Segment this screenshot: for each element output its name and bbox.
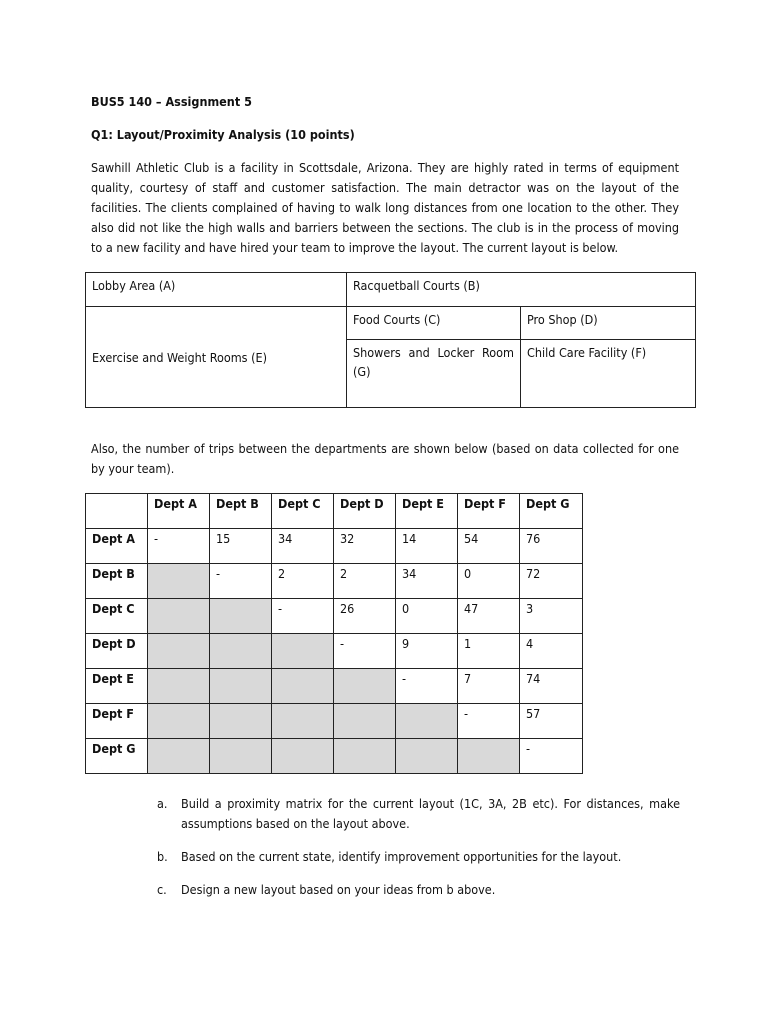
table-cell xyxy=(210,669,272,704)
task-marker: c. xyxy=(157,882,167,897)
trips-header-row xyxy=(86,494,583,529)
layout-cell-showers: Showers and Locker Room (G) xyxy=(347,340,521,408)
table-cell xyxy=(210,704,272,739)
table-cell: 9 xyxy=(396,634,458,669)
table-cell xyxy=(210,634,272,669)
table-cell xyxy=(148,739,210,774)
table-row xyxy=(86,704,583,739)
table-row xyxy=(86,599,583,634)
table-cell xyxy=(334,669,396,704)
row-header: Dept A xyxy=(86,529,148,564)
table-cell xyxy=(272,739,334,774)
table-cell: 34 xyxy=(272,529,334,564)
table-cell xyxy=(148,669,210,704)
table-cell xyxy=(272,704,334,739)
table-cell: 32 xyxy=(334,529,396,564)
row-header: Dept D xyxy=(86,634,148,669)
task-text: Design a new layout based on your ideas from b above. xyxy=(181,882,496,897)
task-item-a xyxy=(157,794,680,834)
table-cell: 34 xyxy=(396,564,458,599)
table-cell xyxy=(148,564,210,599)
table-cell: 3 xyxy=(520,599,583,634)
table-cell: 57 xyxy=(520,704,583,739)
column-header: Dept D xyxy=(334,494,396,529)
table-cell xyxy=(396,704,458,739)
table-row xyxy=(86,529,583,564)
table-row xyxy=(86,634,583,669)
table-cell xyxy=(396,739,458,774)
task-text: Based on the current state, identify improvement opportunities for the layout. xyxy=(181,849,622,864)
table-cell: - xyxy=(396,669,458,704)
table-cell: 1 xyxy=(458,634,520,669)
table-cell xyxy=(334,739,396,774)
table-cell: - xyxy=(210,564,272,599)
table-cell: 4 xyxy=(520,634,583,669)
table-cell: 26 xyxy=(334,599,396,634)
table-cell: 0 xyxy=(458,564,520,599)
table-cell: 15 xyxy=(210,529,272,564)
question-title: Q1: Layout/Proximity Analysis (10 points) xyxy=(91,127,355,142)
table-cell: - xyxy=(520,739,583,774)
row-header: Dept E xyxy=(86,669,148,704)
table-cell: 2 xyxy=(272,564,334,599)
table-cell: - xyxy=(148,529,210,564)
column-header: Dept A xyxy=(148,494,210,529)
layout-cell-proshop: Pro Shop (D) xyxy=(521,307,696,340)
table-cell: 76 xyxy=(520,529,583,564)
table-cell: 54 xyxy=(458,529,520,564)
task-text: Build a proximity matrix for the current layout (1C, 3A, 2B etc). For distances, make assumptions based on the layout above. xyxy=(181,796,680,831)
table-row xyxy=(86,564,583,599)
layout-cell-childcare: Child Care Facility (F) xyxy=(521,340,696,408)
column-header xyxy=(86,494,148,529)
current-layout-table xyxy=(85,272,696,408)
table-cell: - xyxy=(334,634,396,669)
intro-paragraph: Sawhill Athletic Club is a facility in Scottsdale, Arizona. They are highly rated in terms of equipment quality, courtesy of staff and customer satisfaction. The main detractor was on the layout of the facilities. The clients complained of having to walk long distances from one location to the other. They also did not like the high walls and barriers between the sections. The club is in the process of moving to a new facility and have hired your team to improve the layout. The current layout is below. xyxy=(91,160,679,255)
row-header: Dept B xyxy=(86,564,148,599)
layout-cell-exercise: Exercise and Weight Rooms (E) xyxy=(86,307,347,408)
layout-cell-racquetball: Racquetball Courts (B) xyxy=(347,273,696,307)
layout-cell-lobby: Lobby Area (A) xyxy=(86,273,347,307)
table-cell xyxy=(148,704,210,739)
column-header: Dept C xyxy=(272,494,334,529)
column-header: Dept E xyxy=(396,494,458,529)
table-cell: - xyxy=(272,599,334,634)
table-row xyxy=(86,739,583,774)
table-cell xyxy=(272,669,334,704)
table-cell: 7 xyxy=(458,669,520,704)
trips-table xyxy=(85,493,583,774)
row-header: Dept F xyxy=(86,704,148,739)
table-cell xyxy=(210,599,272,634)
table-cell: 74 xyxy=(520,669,583,704)
task-item-c xyxy=(157,880,680,900)
table-cell xyxy=(272,634,334,669)
task-item-b xyxy=(157,847,680,867)
column-header: Dept F xyxy=(458,494,520,529)
table-cell: 0 xyxy=(396,599,458,634)
table-cell xyxy=(210,739,272,774)
layout-cell-food: Food Courts (C) xyxy=(347,307,521,340)
table-cell xyxy=(334,704,396,739)
table-cell: 47 xyxy=(458,599,520,634)
table-cell: 14 xyxy=(396,529,458,564)
table-cell: 2 xyxy=(334,564,396,599)
column-header: Dept B xyxy=(210,494,272,529)
task-marker: b. xyxy=(157,849,168,864)
table-cell: 72 xyxy=(520,564,583,599)
row-header: Dept C xyxy=(86,599,148,634)
row-header: Dept G xyxy=(86,739,148,774)
table-cell: - xyxy=(458,704,520,739)
course-title: BUS5 140 – Assignment 5 xyxy=(91,94,252,109)
table-cell xyxy=(458,739,520,774)
table-cell xyxy=(148,599,210,634)
column-header: Dept G xyxy=(520,494,583,529)
table-cell xyxy=(148,634,210,669)
task-marker: a. xyxy=(157,796,168,811)
table-row xyxy=(86,669,583,704)
trips-intro-paragraph: Also, the number of trips between the departments are shown below (based on data collected for one by your team). xyxy=(91,441,679,476)
